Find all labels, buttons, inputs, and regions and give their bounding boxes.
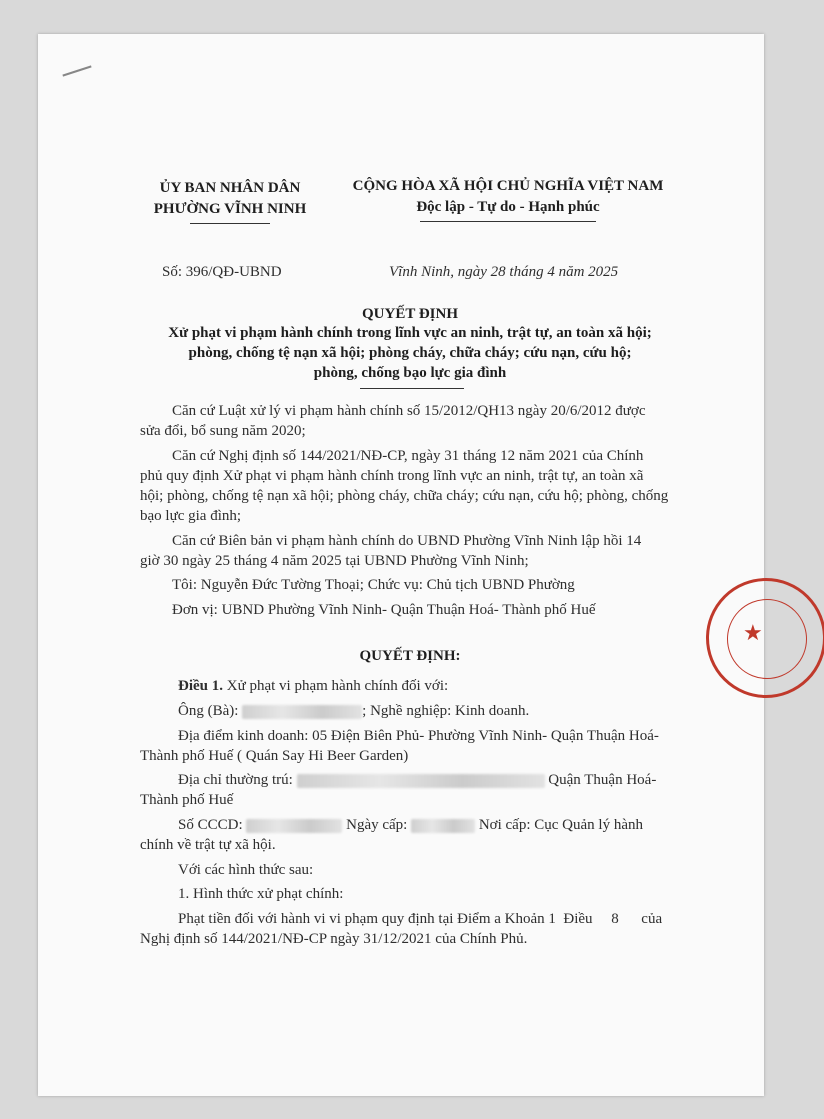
business-location-line1: Địa điểm kinh doanh: 05 Điện Biên Phủ- Phường Vĩnh Ninh- Quận Thuận Hoá- xyxy=(178,728,659,744)
unit-info: Đơn vị: UBND Phường Vĩnh Ninh- Quận Thuận Hoá- Thành phố Huế xyxy=(172,602,596,618)
basis-decree-line3: hội; phòng, chống tệ nạn xã hội; phòng cháy, chữa cháy; cứu nạn, cứu hộ; phòng, chống xyxy=(140,488,669,504)
occupation: ; Nghề nghiệp: Kinh doanh. xyxy=(362,703,530,719)
article-1-text: Xử phạt vi phạm hành chính đối với: xyxy=(223,678,449,694)
document-number: Số: 396/QĐ-UBND xyxy=(162,264,282,280)
fine-line1: Phạt tiền đối với hành vi vi phạm quy định tại Điểm a Khoản 1 Điều 8 của xyxy=(178,911,663,927)
seal-star-icon: ★ xyxy=(743,621,763,646)
nation-title: CỘNG HÒA XÃ HỘI CHỦ NGHĨA VIỆT NAM xyxy=(352,178,664,194)
basis-decree-line2: phủ quy định Xử phạt vi phạm hành chính trong lĩnh vực an ninh, trật tự, an toàn xã xyxy=(140,468,644,484)
agency-underline xyxy=(190,223,270,224)
fine-line2: Nghị định số 144/2021/NĐ-CP ngày 31/12/2021 của Chính Phủ. xyxy=(140,931,528,947)
redacted-name xyxy=(242,705,362,719)
issue-place: Nơi cấp: Cục Quản lý hành xyxy=(475,817,643,833)
decision-subject-line1: Xử phạt vi phạm hành chính trong lĩnh vực an ninh, trật tự, an toàn xã hội; xyxy=(168,325,652,341)
address-line xyxy=(178,770,656,791)
address-line2: Thành phố Huế xyxy=(140,792,234,808)
basis-record-line2: giờ 30 ngày 25 tháng 4 năm 2025 tại UBND Phường Vĩnh Ninh; xyxy=(140,553,529,569)
decision-title: QUYẾT ĐỊNH xyxy=(362,306,458,322)
id-label: Số CCCD: xyxy=(178,817,247,833)
official-seal xyxy=(706,578,824,698)
seal-inner-ring xyxy=(727,599,807,679)
person-label: Ông (Bà): xyxy=(178,703,243,719)
article-1-label: Điều 1. xyxy=(178,678,223,694)
redacted-address xyxy=(297,774,545,788)
agency-name-line1: ỦY BAN NHÂN DÂN xyxy=(159,180,301,196)
document-date: Vĩnh Ninh, ngày 28 tháng 4 năm 2025 xyxy=(389,264,619,280)
basis-law-line1: Căn cứ Luật xử lý vi phạm hành chính số 15/2012/QH13 ngày 20/6/2012 được xyxy=(172,403,646,419)
redacted-id xyxy=(246,819,342,833)
address-label: Địa chỉ thường trú: xyxy=(178,772,297,788)
person-line xyxy=(178,701,529,722)
main-penalty-heading: 1. Hình thức xử phạt chính: xyxy=(178,886,344,902)
redacted-issue-date xyxy=(411,819,475,833)
pen-mark xyxy=(62,65,91,76)
basis-decree-line1: Căn cứ Nghị định số 144/2021/NĐ-CP, ngày 31 tháng 12 năm 2021 của Chính xyxy=(172,448,644,464)
motto-underline xyxy=(420,221,596,222)
decision-subject-line2: phòng, chống tệ nạn xã hội; phòng cháy, chữa cháy; cứu nạn, cứu hộ; xyxy=(188,345,632,361)
issue-date-label: Ngày cấp: xyxy=(342,817,412,833)
address-district: Quận Thuận Hoá- xyxy=(544,772,657,788)
penalty-forms: Với các hình thức sau: xyxy=(178,862,314,878)
nation-motto: Độc lập - Tự do - Hạnh phúc xyxy=(416,199,600,215)
issue-place-line2: chính về trật tự xã hội. xyxy=(140,837,276,853)
business-location-line2: Thành phố Huế ( Quán Say Hi Beer Garden) xyxy=(140,748,409,764)
basis-law-line2: sửa đổi, bổ sung năm 2020; xyxy=(140,423,306,439)
basis-decree-line4: bạo lực gia đình; xyxy=(140,508,242,524)
decision-heading: QUYẾT ĐỊNH: xyxy=(359,648,461,664)
article-1 xyxy=(178,676,448,697)
signer-info: Tôi: Nguyễn Đức Tường Thoại; Chức vụ: Chủ tịch UBND Phường xyxy=(172,577,575,593)
basis-record-line1: Căn cứ Biên bản vi phạm hành chính do UBND Phường Vĩnh Ninh lập hồi 14 xyxy=(172,533,642,549)
decision-subject-line3: phòng, chống bạo lực gia đình xyxy=(313,365,507,381)
title-underline xyxy=(360,388,464,389)
id-line xyxy=(178,815,643,836)
agency-name-line2: PHƯỜNG VĨNH NINH xyxy=(153,201,307,217)
